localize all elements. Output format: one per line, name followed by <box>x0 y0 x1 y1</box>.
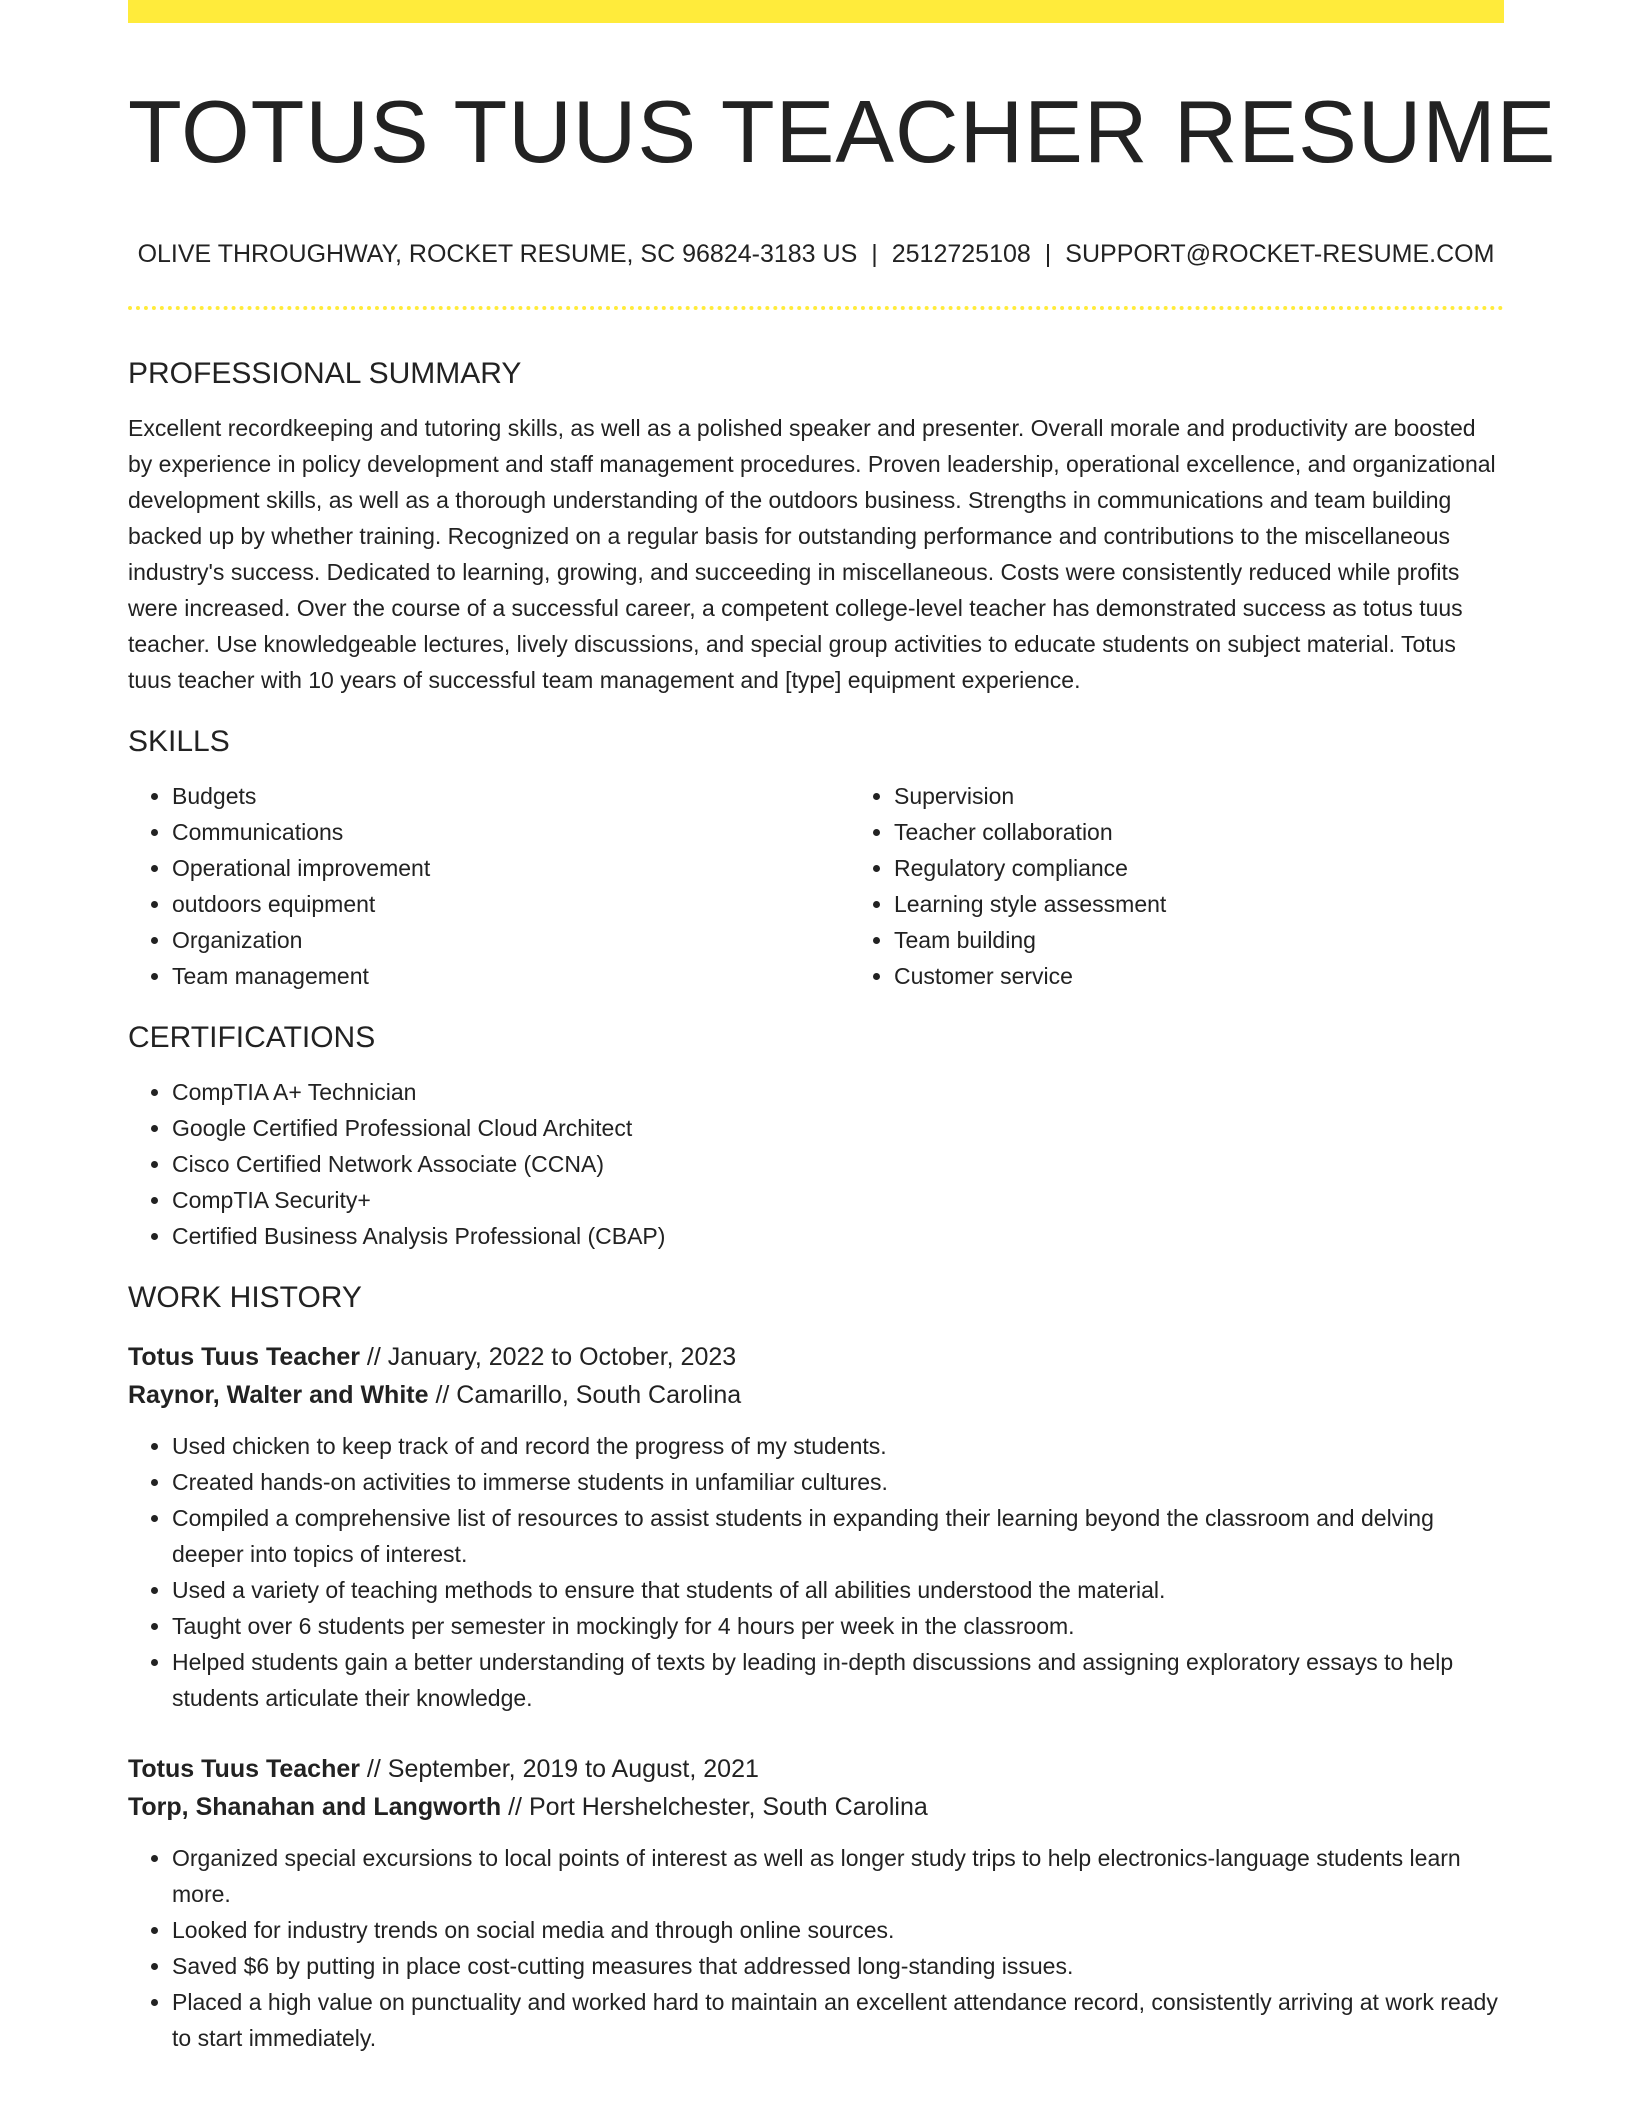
skill-item: • Organization <box>172 922 850 958</box>
certification-item: • Google Certified Professional Cloud Architect <box>172 1110 1504 1146</box>
job-entry <box>128 1338 1504 1716</box>
contact-email: SUPPORT@ROCKET-RESUME.COM <box>1065 240 1495 268</box>
certification-item: • Certified Business Analysis Professional (CBAP) <box>172 1218 1504 1254</box>
work-history-heading: WORK HISTORY <box>128 1281 362 1314</box>
job-bullet: • Taught over 6 students per semester in mockingly for 4 hours per week in the classroom. <box>172 1608 1504 1644</box>
job-company-line <box>128 1376 1504 1414</box>
job-bullet: • Placed a high value on punctuality and worked hard to maintain an excellent attendance record, consistently arriving at work ready to start immediately. <box>172 1984 1504 2056</box>
skill-item: • Team building <box>894 922 1572 958</box>
certifications-heading: CERTIFICATIONS <box>128 1021 376 1054</box>
resume-content <box>128 352 1504 2056</box>
job-company: Raynor, Walter and White <box>128 1381 429 1409</box>
job-title-line <box>128 1750 1504 1788</box>
skill-item: • Budgets <box>172 778 850 814</box>
job-role: Totus Tuus Teacher <box>128 1343 360 1371</box>
job-bullet: • Looked for industry trends on social media and through online sources. <box>172 1912 1504 1948</box>
summary-text: Excellent recordkeeping and tutoring skills, as well as a polished speaker and presenter. Overall morale and productivity are boosted by experience in policy development and staff management procedures. Proven leadership, operational excellence, and organizational development skills, as well as a thorough understanding of the outdoors business. Strengths in communications and team building backed up by whether training. Recognized on a regular basis for outstanding performance and contributions to the miscellaneous industry's success. Dedicated to learning, growing, and succeeding in miscellaneous. Costs were consistently reduced while profits were increased. Over the course of a successful career, a competent college-level teacher has demonstrated success as totus tuus teacher. Use knowledgeable lectures, lively discussions, and special group activities to educate students on subject material. Totus tuus teacher with 10 years of successful team management and [type] equipment experience. <box>128 415 1496 693</box>
job-bullet: • Organized special excursions to local points of interest as well as longer study trips to help electronics-language students learn more. <box>172 1840 1504 1912</box>
job-location: // Camarillo, South Carolina <box>428 1381 742 1409</box>
certification-item: • CompTIA A+ Technician <box>172 1074 1504 1110</box>
resume-title: TOTUS TUUS TEACHER RESUME <box>128 82 1557 181</box>
job-bullet: • Saved $6 by putting in place cost-cutting measures that addressed long-standing issues. <box>172 1948 1504 1984</box>
job-company-line <box>128 1788 1504 1826</box>
job-role: Totus Tuus Teacher <box>128 1755 360 1783</box>
skill-item: • Customer service <box>894 958 1572 994</box>
skills-list-right <box>850 778 1572 994</box>
skills-section <box>128 720 1504 994</box>
skill-item: • Regulatory compliance <box>894 850 1572 886</box>
summary-heading: PROFESSIONAL SUMMARY <box>128 357 522 390</box>
skill-item: • Communications <box>172 814 850 850</box>
job-bullet: • Used a variety of teaching methods to ensure that students of all abilities understood the material. <box>172 1572 1504 1608</box>
contact-separator: | <box>871 240 878 268</box>
job-bullets <box>128 1428 1504 1716</box>
job-title-line <box>128 1338 1504 1376</box>
job-bullet: • Compiled a comprehensive list of resources to assist students in expanding their learning beyond the classroom and delving deeper into topics of interest. <box>172 1500 1504 1572</box>
job-entry <box>128 1750 1504 2056</box>
work-history-section <box>128 1276 1504 2056</box>
skill-item: • Operational improvement <box>172 850 850 886</box>
skill-item: • outdoors equipment <box>172 886 850 922</box>
skill-item: • Supervision <box>894 778 1572 814</box>
skill-item: • Teacher collaboration <box>894 814 1572 850</box>
dotted-divider <box>128 306 1504 310</box>
certification-item: • Cisco Certified Network Associate (CCNA) <box>172 1146 1504 1182</box>
contact-line <box>128 236 1504 272</box>
job-dates: // September, 2019 to August, 2021 <box>359 1755 759 1783</box>
job-bullets <box>128 1840 1504 2056</box>
certifications-list <box>128 1074 1504 1254</box>
job-bullet: • Helped students gain a better understanding of texts by leading in-depth discussions and assigning exploratory essays to help students articulate their knowledge. <box>172 1644 1504 1716</box>
skills-columns <box>128 764 1504 994</box>
certifications-section <box>128 1016 1504 1254</box>
job-dates: // January, 2022 to October, 2023 <box>359 1343 737 1371</box>
job-bullet: • Used chicken to keep track of and record the progress of my students. <box>172 1428 1504 1464</box>
contact-separator: | <box>1044 240 1052 268</box>
job-company: Torp, Shanahan and Langworth <box>128 1793 502 1821</box>
skill-item: • Learning style assessment <box>894 886 1572 922</box>
contact-address: OLIVE THROUGHWAY, ROCKET RESUME, SC 96824-3183 US <box>137 240 858 268</box>
certification-item: • CompTIA Security+ <box>172 1182 1504 1218</box>
accent-top-bar <box>128 0 1504 23</box>
skills-heading: SKILLS <box>128 725 230 758</box>
skills-list-left <box>128 778 850 994</box>
contact-phone: 2512725108 <box>891 240 1031 268</box>
job-bullet: • Created hands-on activities to immerse students in unfamiliar cultures. <box>172 1464 1504 1500</box>
skill-item: • Team management <box>172 958 850 994</box>
summary-section <box>128 352 1504 698</box>
job-location: // Port Hershelchester, South Carolina <box>501 1793 928 1821</box>
